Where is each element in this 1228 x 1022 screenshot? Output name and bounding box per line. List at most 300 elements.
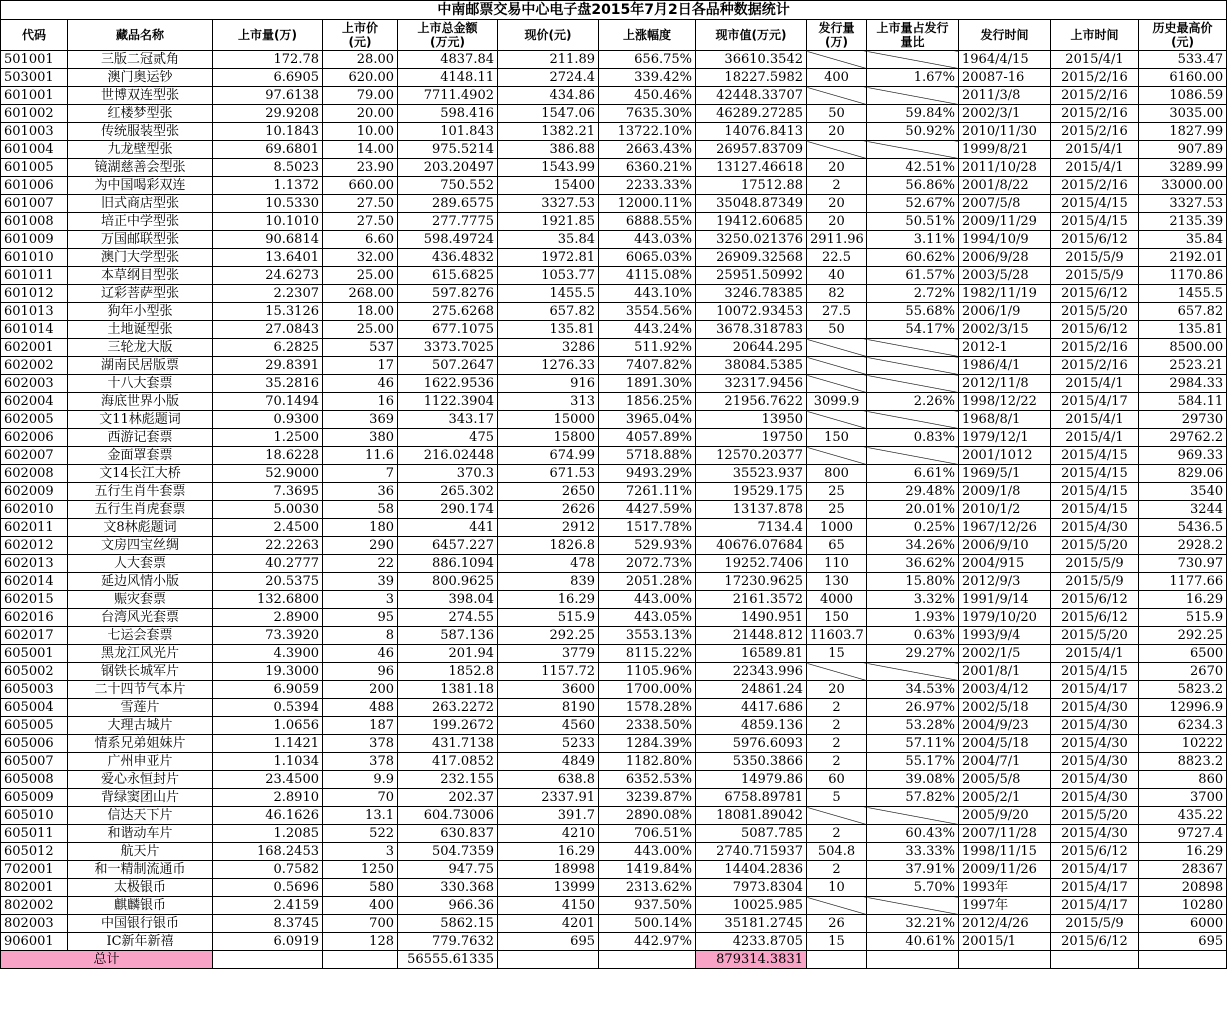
- table-cell: 延边风情小版: [68, 573, 213, 591]
- table-cell: 605001: [1, 645, 68, 663]
- table-cell: 2984.33: [1139, 375, 1227, 393]
- table-cell: 32.00: [323, 249, 398, 267]
- table-cell: 199.2672: [398, 717, 498, 735]
- table-cell: 13137.878: [696, 501, 807, 519]
- table-cell: 11603.7: [807, 627, 867, 645]
- table-cell: 4210: [498, 825, 599, 843]
- table-cell: 18.00: [323, 303, 398, 321]
- table-cell: 25.00: [323, 321, 398, 339]
- table-cell: [807, 51, 867, 69]
- table-cell: 2004/9/23: [959, 717, 1051, 735]
- table-cell: [807, 339, 867, 357]
- table-cell: 钢铁长城军片: [68, 663, 213, 681]
- table-cell: 2313.62%: [599, 879, 696, 897]
- table-cell: 6.60: [323, 231, 398, 249]
- table-cell: 9493.29%: [599, 465, 696, 483]
- table-cell: 20015/1: [959, 933, 1051, 951]
- column-header: 藏品名称: [68, 20, 213, 51]
- table-row: [1, 519, 1227, 537]
- table-cell: 26957.83709: [696, 141, 807, 159]
- table-cell: 313: [498, 393, 599, 411]
- table-cell: 2015/4/1: [1051, 411, 1139, 429]
- table-cell: 443.24%: [599, 321, 696, 339]
- table-cell: 605005: [1, 717, 68, 735]
- table-cell: 本草纲目型张: [68, 267, 213, 285]
- table-cell: 132.6800: [213, 591, 323, 609]
- table-cell: 2015/4/17: [1051, 393, 1139, 411]
- table-cell: 2663.43%: [599, 141, 696, 159]
- table-cell: 22.5: [807, 249, 867, 267]
- table-cell: 2670: [1139, 663, 1227, 681]
- table-cell: 263.2272: [398, 699, 498, 717]
- table-cell: 602005: [1, 411, 68, 429]
- table-cell: 2009/11/26: [959, 861, 1051, 879]
- table-cell: 60.62%: [867, 249, 959, 267]
- table-cell: 6.9059: [213, 681, 323, 699]
- table-cell: 中国银行银币: [68, 915, 213, 933]
- table-cell: 42448.33707: [696, 87, 807, 105]
- table-cell: 13.1: [323, 807, 398, 825]
- table-cell: 2015/4/17: [1051, 861, 1139, 879]
- table-cell: 17230.9625: [696, 573, 807, 591]
- table-cell: 2006/9/28: [959, 249, 1051, 267]
- table-cell: 29.9208: [213, 105, 323, 123]
- table-cell: 5350.3866: [696, 753, 807, 771]
- table-cell: 442.97%: [599, 933, 696, 951]
- table-cell: 343.17: [398, 411, 498, 429]
- table-row: [1, 321, 1227, 339]
- table-cell: 1382.21: [498, 123, 599, 141]
- table-cell: 533.47: [1139, 51, 1227, 69]
- table-cell: 10.1010: [213, 213, 323, 231]
- table-cell: [867, 339, 959, 357]
- table-cell: 101.843: [398, 123, 498, 141]
- table-cell: 839: [498, 573, 599, 591]
- table-cell: 620.00: [323, 69, 398, 87]
- table-cell: 1053.77: [498, 267, 599, 285]
- table-cell: 1891.30%: [599, 375, 696, 393]
- table-cell: 0.5394: [213, 699, 323, 717]
- table-cell: 0.63%: [867, 627, 959, 645]
- table-cell: 511.92%: [599, 339, 696, 357]
- table-cell: 4849: [498, 753, 599, 771]
- table-row: [1, 681, 1227, 699]
- table-cell: 2012/4/26: [959, 915, 1051, 933]
- table-cell: 630.837: [398, 825, 498, 843]
- table-cell: 2015/2/16: [1051, 177, 1139, 195]
- table-cell: 598.416: [398, 105, 498, 123]
- table-cell: 4560: [498, 717, 599, 735]
- table-cell: 29.48%: [867, 483, 959, 501]
- table-cell: 216.02448: [398, 447, 498, 465]
- table-cell: 400: [807, 69, 867, 87]
- table-cell: 10.5330: [213, 195, 323, 213]
- table-cell: 为中国喝彩双连: [68, 177, 213, 195]
- table-cell: 200: [323, 681, 398, 699]
- table-cell: 52.67%: [867, 195, 959, 213]
- table-cell: 937.50%: [599, 897, 696, 915]
- table-cell: 602010: [1, 501, 68, 519]
- table-cell: 2338.50%: [599, 717, 696, 735]
- table-cell: 大理古城片: [68, 717, 213, 735]
- table-cell: 1968/8/1: [959, 411, 1051, 429]
- table-cell: 779.7632: [398, 933, 498, 951]
- table-cell: 860: [1139, 771, 1227, 789]
- table-cell: 69.6801: [213, 141, 323, 159]
- table-cell: 2012/11/8: [959, 375, 1051, 393]
- table-cell: 1543.99: [498, 159, 599, 177]
- table-cell: 3553.13%: [599, 627, 696, 645]
- table-cell: 4837.84: [398, 51, 498, 69]
- table-cell: 0.25%: [867, 519, 959, 537]
- table-cell: 602002: [1, 357, 68, 375]
- table-cell: 16.29: [498, 591, 599, 609]
- table-cell: 13999: [498, 879, 599, 897]
- table-cell: 2015/6/12: [1051, 231, 1139, 249]
- table-cell: 3965.04%: [599, 411, 696, 429]
- table-cell: 605011: [1, 825, 68, 843]
- table-cell: 2015/2/16: [1051, 105, 1139, 123]
- table-cell: 红楼梦型张: [68, 105, 213, 123]
- table-cell: 40.2777: [213, 555, 323, 573]
- table-cell: 601008: [1, 213, 68, 231]
- table-cell: 情系兄弟姐妹片: [68, 735, 213, 753]
- table-cell: 597.8276: [398, 285, 498, 303]
- table-cell: 90.6814: [213, 231, 323, 249]
- table-cell: 150: [807, 609, 867, 627]
- table-cell: 450.46%: [599, 87, 696, 105]
- table-cell: 18.6228: [213, 447, 323, 465]
- table-cell: 1921.85: [498, 213, 599, 231]
- table-cell: 386.88: [498, 141, 599, 159]
- table-cell: 传统服装型张: [68, 123, 213, 141]
- table-cell: 378: [323, 735, 398, 753]
- table-cell: 1.67%: [867, 69, 959, 87]
- table-cell: 21956.7622: [696, 393, 807, 411]
- table-cell: 58: [323, 501, 398, 519]
- table-cell: IC新年新禧: [68, 933, 213, 951]
- table-cell: 695: [498, 933, 599, 951]
- table-cell: 2: [807, 177, 867, 195]
- table-cell: 文11林彪题词: [68, 411, 213, 429]
- table-title: 中南邮票交易中心电子盘2015年7月2日各品种数据统计: [1, 1, 1227, 20]
- table-cell: 274.55: [398, 609, 498, 627]
- table-cell: 1177.66: [1139, 573, 1227, 591]
- table-cell: 1982/11/19: [959, 285, 1051, 303]
- column-header: 上市时间: [1051, 20, 1139, 51]
- table-cell: 3099.9: [807, 393, 867, 411]
- table-cell: 601003: [1, 123, 68, 141]
- table-cell: 1856.25%: [599, 393, 696, 411]
- table-cell: 2011/10/28: [959, 159, 1051, 177]
- table-cell: 狗年小型张: [68, 303, 213, 321]
- table-cell: 443.00%: [599, 843, 696, 861]
- table-cell: 1.1421: [213, 735, 323, 753]
- table-cell: [807, 411, 867, 429]
- table-cell: 3.11%: [867, 231, 959, 249]
- table-cell: 975.5214: [398, 141, 498, 159]
- table-cell: 605003: [1, 681, 68, 699]
- table-cell: 369: [323, 411, 398, 429]
- table-cell: 0.83%: [867, 429, 959, 447]
- table-cell: 380: [323, 429, 398, 447]
- table-cell: 3327.53: [1139, 195, 1227, 213]
- table-cell: 6.6905: [213, 69, 323, 87]
- table-cell: 2015/4/30: [1051, 519, 1139, 537]
- table-cell: 15400: [498, 177, 599, 195]
- table-cell: 1276.33: [498, 357, 599, 375]
- table-cell: 世博双连型张: [68, 87, 213, 105]
- table-cell: 660.00: [323, 177, 398, 195]
- table-cell: 168.2453: [213, 843, 323, 861]
- column-header: 上市总金额 (万元): [398, 20, 498, 51]
- table-cell: 966.36: [398, 897, 498, 915]
- table-cell: 2015/2/16: [1051, 339, 1139, 357]
- table-row: [1, 87, 1227, 105]
- table-cell: 2.8910: [213, 789, 323, 807]
- table-cell: 9727.4: [1139, 825, 1227, 843]
- table-cell: 60: [807, 771, 867, 789]
- table-cell: 657.82: [498, 303, 599, 321]
- table-cell: 2015/6/12: [1051, 321, 1139, 339]
- table-cell: 台湾风光套票: [68, 609, 213, 627]
- table-cell: 19412.60685: [696, 213, 807, 231]
- table-cell: 700: [323, 915, 398, 933]
- table-cell: 20898: [1139, 879, 1227, 897]
- table-cell: 3600: [498, 681, 599, 699]
- table-cell: 605007: [1, 753, 68, 771]
- table-cell: 2192.01: [1139, 249, 1227, 267]
- table-cell: 50: [807, 105, 867, 123]
- table-cell: 和谐动车片: [68, 825, 213, 843]
- table-row: [1, 231, 1227, 249]
- table-cell: 1979/12/1: [959, 429, 1051, 447]
- table-cell: 2015/6/12: [1051, 843, 1139, 861]
- table-cell: 1.2500: [213, 429, 323, 447]
- table-cell: 1826.8: [498, 537, 599, 555]
- table-cell: 23.90: [323, 159, 398, 177]
- table-row: [1, 555, 1227, 573]
- table-cell: 339.42%: [599, 69, 696, 87]
- table-cell: 36.62%: [867, 555, 959, 573]
- table-cell: 旧式商店型张: [68, 195, 213, 213]
- table-cell: 605012: [1, 843, 68, 861]
- table-cell: 2337.91: [498, 789, 599, 807]
- table-row: [1, 717, 1227, 735]
- table-cell: 3540: [1139, 483, 1227, 501]
- table-cell: 29.27%: [867, 645, 959, 663]
- table-cell: 602006: [1, 429, 68, 447]
- table-cell: 2015/4/30: [1051, 753, 1139, 771]
- table-row: [1, 897, 1227, 915]
- table-cell: [807, 375, 867, 393]
- table-cell: 5718.88%: [599, 447, 696, 465]
- table-cell: 28367: [1139, 861, 1227, 879]
- table-cell: [867, 897, 959, 915]
- table-cell: 7635.30%: [599, 105, 696, 123]
- table-cell: 4115.08%: [599, 267, 696, 285]
- table-cell: 35048.87349: [696, 195, 807, 213]
- table-cell: 488: [323, 699, 398, 717]
- table-cell: 6.61%: [867, 465, 959, 483]
- table-cell: 187: [323, 717, 398, 735]
- table-cell: 1.1034: [213, 753, 323, 771]
- table-cell: 70.1494: [213, 393, 323, 411]
- table-cell: 417.0852: [398, 753, 498, 771]
- total-label: 总计: [1, 951, 213, 969]
- column-header: 上市价 (元): [323, 20, 398, 51]
- table-cell: 8190: [498, 699, 599, 717]
- table-cell: 13722.10%: [599, 123, 696, 141]
- table-cell: 601012: [1, 285, 68, 303]
- table-cell: 2015/4/1: [1051, 375, 1139, 393]
- table-cell: 292.25: [1139, 627, 1227, 645]
- table-cell: 602014: [1, 573, 68, 591]
- table-cell: 12000.11%: [599, 195, 696, 213]
- table-cell: 2: [807, 753, 867, 771]
- table-row: [1, 609, 1227, 627]
- table-cell: 2002/5/18: [959, 699, 1051, 717]
- column-header: 代码: [1, 20, 68, 51]
- table-cell: 478: [498, 555, 599, 573]
- table-cell: 金面罩套票: [68, 447, 213, 465]
- table-cell: 14404.2836: [696, 861, 807, 879]
- table-cell: 2740.715937: [696, 843, 807, 861]
- table-cell: 1157.72: [498, 663, 599, 681]
- table-cell: 1.0656: [213, 717, 323, 735]
- table-cell: 24861.24: [696, 681, 807, 699]
- table-cell: 14979.86: [696, 771, 807, 789]
- table-cell: 2015/6/12: [1051, 933, 1139, 951]
- column-header: 发行时间: [959, 20, 1051, 51]
- table-cell: 5.70%: [867, 879, 959, 897]
- table-cell: 1086.59: [1139, 87, 1227, 105]
- table-cell: 40: [807, 267, 867, 285]
- table-cell: 2015/4/30: [1051, 735, 1139, 753]
- table-cell: 2005/5/8: [959, 771, 1051, 789]
- table-cell: 1.1372: [213, 177, 323, 195]
- table-cell: 2: [807, 735, 867, 753]
- table-cell: 培正中学型张: [68, 213, 213, 231]
- table-cell: 46289.27285: [696, 105, 807, 123]
- table-cell: 40676.07684: [696, 537, 807, 555]
- table-cell: 2015/2/16: [1051, 69, 1139, 87]
- table-cell: 598.49724: [398, 231, 498, 249]
- table-cell: 7.3695: [213, 483, 323, 501]
- table-cell: 443.03%: [599, 231, 696, 249]
- table-cell: 23.4500: [213, 771, 323, 789]
- table-row: [1, 447, 1227, 465]
- table-cell: 17: [323, 357, 398, 375]
- table-cell: 五行生肖虎套票: [68, 501, 213, 519]
- table-cell: 2523.21: [1139, 357, 1227, 375]
- table-cell: 602012: [1, 537, 68, 555]
- table-cell: 1.93%: [867, 609, 959, 627]
- table-cell: 602015: [1, 591, 68, 609]
- column-header: 发行量 (万): [807, 20, 867, 51]
- table-cell: 7261.11%: [599, 483, 696, 501]
- table-cell: 2015/5/20: [1051, 303, 1139, 321]
- table-row: [1, 807, 1227, 825]
- table-cell: 19529.175: [696, 483, 807, 501]
- table-cell: 2: [807, 825, 867, 843]
- table-cell: 赈灾套票: [68, 591, 213, 609]
- table-cell: 35181.2745: [696, 915, 807, 933]
- table-cell: 431.7138: [398, 735, 498, 753]
- table-cell: 5087.785: [696, 825, 807, 843]
- table-row: [1, 429, 1227, 447]
- table-cell: 602008: [1, 465, 68, 483]
- table-cell: 18227.5982: [696, 69, 807, 87]
- table-cell: 537: [323, 339, 398, 357]
- table-cell: 1547.06: [498, 105, 599, 123]
- table-cell: 2.4159: [213, 897, 323, 915]
- table-cell: 6.0919: [213, 933, 323, 951]
- table-cell: 135.81: [1139, 321, 1227, 339]
- table-cell: 2006/1/9: [959, 303, 1051, 321]
- table-cell: 2.26%: [867, 393, 959, 411]
- table-cell: 1827.99: [1139, 123, 1227, 141]
- table-cell: [867, 51, 959, 69]
- table-cell: 507.2647: [398, 357, 498, 375]
- table-cell: 20: [807, 681, 867, 699]
- table-cell: 1105.96%: [599, 663, 696, 681]
- table-cell: 12570.20377: [696, 447, 807, 465]
- table-cell: 443.00%: [599, 591, 696, 609]
- table-cell: 6160.00: [1139, 69, 1227, 87]
- table-cell: 5862.15: [398, 915, 498, 933]
- table-row: [1, 789, 1227, 807]
- table-cell: 1284.39%: [599, 735, 696, 753]
- table-cell: 2015/2/16: [1051, 123, 1139, 141]
- table-cell: 36: [323, 483, 398, 501]
- table-cell: [867, 141, 959, 159]
- table-cell: 601009: [1, 231, 68, 249]
- table-row: [1, 339, 1227, 357]
- table-cell: 2072.73%: [599, 555, 696, 573]
- table-row: [1, 771, 1227, 789]
- table-cell: 2650: [498, 483, 599, 501]
- table-cell: 19252.7406: [696, 555, 807, 573]
- table-cell: 15000: [498, 411, 599, 429]
- table-cell: 2003/5/28: [959, 267, 1051, 285]
- table-cell: 730.97: [1139, 555, 1227, 573]
- total-empty-cell: [1051, 951, 1139, 969]
- table-row: [1, 465, 1227, 483]
- table-cell: 7134.4: [696, 519, 807, 537]
- table-cell: 1972.81: [498, 249, 599, 267]
- table-cell: 886.1094: [398, 555, 498, 573]
- table-cell: 5.0030: [213, 501, 323, 519]
- table-cell: 2001/8/1: [959, 663, 1051, 681]
- table-cell: 2015/4/17: [1051, 681, 1139, 699]
- column-header: 历史最高价 (元): [1139, 20, 1227, 51]
- table-cell: 605004: [1, 699, 68, 717]
- table-cell: 26.97%: [867, 699, 959, 717]
- table-cell: 2015/5/9: [1051, 915, 1139, 933]
- table-row: [1, 159, 1227, 177]
- table-cell: 2002/3/15: [959, 321, 1051, 339]
- table-cell: 25: [807, 483, 867, 501]
- total-empty-cell: [213, 951, 323, 969]
- table-cell: 25.00: [323, 267, 398, 285]
- table-cell: 辽彩菩萨型张: [68, 285, 213, 303]
- table-row: [1, 375, 1227, 393]
- table-cell: 2928.2: [1139, 537, 1227, 555]
- table-cell: 601002: [1, 105, 68, 123]
- table-cell: 4427.59%: [599, 501, 696, 519]
- table-cell: 3035.00: [1139, 105, 1227, 123]
